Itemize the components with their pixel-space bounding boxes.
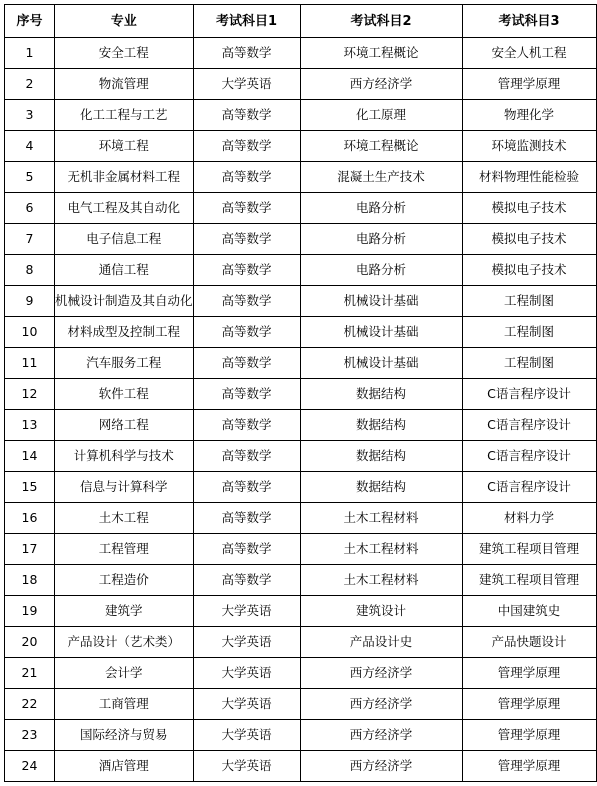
cell-subject-2: 西方经济学 bbox=[300, 751, 462, 782]
cell-major: 工商管理 bbox=[55, 689, 194, 720]
cell-major: 电子信息工程 bbox=[55, 224, 194, 255]
cell-subject-1: 高等数学 bbox=[193, 534, 300, 565]
cell-subject-3: 管理学原理 bbox=[462, 689, 596, 720]
cell-subject-1: 高等数学 bbox=[193, 162, 300, 193]
cell-subject-3: 建筑工程项目管理 bbox=[462, 534, 596, 565]
cell-index: 2 bbox=[5, 69, 55, 100]
cell-subject-3: 模拟电子技术 bbox=[462, 224, 596, 255]
table-row bbox=[5, 286, 597, 317]
cell-index: 11 bbox=[5, 348, 55, 379]
table-row bbox=[5, 162, 597, 193]
cell-index: 12 bbox=[5, 379, 55, 410]
cell-index: 4 bbox=[5, 131, 55, 162]
table-row bbox=[5, 193, 597, 224]
cell-subject-3: 工程制图 bbox=[462, 348, 596, 379]
cell-subject-2: 数据结构 bbox=[300, 410, 462, 441]
cell-index: 13 bbox=[5, 410, 55, 441]
table-row bbox=[5, 441, 597, 472]
cell-subject-2: 电路分析 bbox=[300, 193, 462, 224]
cell-major: 安全工程 bbox=[55, 38, 194, 69]
cell-subject-3: 管理学原理 bbox=[462, 720, 596, 751]
cell-subject-1: 高等数学 bbox=[193, 410, 300, 441]
cell-index: 6 bbox=[5, 193, 55, 224]
cell-index: 9 bbox=[5, 286, 55, 317]
cell-subject-2: 机械设计基础 bbox=[300, 317, 462, 348]
cell-subject-2: 西方经济学 bbox=[300, 69, 462, 100]
cell-subject-2: 电路分析 bbox=[300, 224, 462, 255]
cell-major: 酒店管理 bbox=[55, 751, 194, 782]
cell-subject-3: C语言程序设计 bbox=[462, 441, 596, 472]
table-row bbox=[5, 565, 597, 596]
cell-subject-1: 大学英语 bbox=[193, 658, 300, 689]
cell-subject-2: 建筑设计 bbox=[300, 596, 462, 627]
cell-subject-3: 环境监测技术 bbox=[462, 131, 596, 162]
cell-subject-3: 产品快题设计 bbox=[462, 627, 596, 658]
cell-major: 会计学 bbox=[55, 658, 194, 689]
table-row bbox=[5, 131, 597, 162]
cell-subject-1: 高等数学 bbox=[193, 441, 300, 472]
cell-subject-1: 高等数学 bbox=[193, 38, 300, 69]
table-row bbox=[5, 255, 597, 286]
cell-subject-1: 高等数学 bbox=[193, 224, 300, 255]
cell-subject-3: C语言程序设计 bbox=[462, 472, 596, 503]
cell-subject-3: 工程制图 bbox=[462, 317, 596, 348]
cell-subject-3: 工程制图 bbox=[462, 286, 596, 317]
cell-subject-3: 物理化学 bbox=[462, 100, 596, 131]
cell-subject-3: 管理学原理 bbox=[462, 751, 596, 782]
cell-subject-3: 管理学原理 bbox=[462, 658, 596, 689]
cell-index: 23 bbox=[5, 720, 55, 751]
table-row bbox=[5, 69, 597, 100]
cell-subject-2: 西方经济学 bbox=[300, 658, 462, 689]
table-row bbox=[5, 379, 597, 410]
cell-subject-3: 材料物理性能检验 bbox=[462, 162, 596, 193]
cell-index: 18 bbox=[5, 565, 55, 596]
cell-major: 国际经济与贸易 bbox=[55, 720, 194, 751]
cell-index: 1 bbox=[5, 38, 55, 69]
cell-subject-1: 大学英语 bbox=[193, 689, 300, 720]
cell-subject-2: 产品设计史 bbox=[300, 627, 462, 658]
cell-major: 工程管理 bbox=[55, 534, 194, 565]
cell-subject-3: 模拟电子技术 bbox=[462, 255, 596, 286]
cell-subject-1: 大学英语 bbox=[193, 596, 300, 627]
cell-major: 物流管理 bbox=[55, 69, 194, 100]
cell-subject-1: 高等数学 bbox=[193, 472, 300, 503]
table-body bbox=[5, 38, 597, 782]
cell-subject-3: 模拟电子技术 bbox=[462, 193, 596, 224]
table-row bbox=[5, 534, 597, 565]
table-row bbox=[5, 751, 597, 782]
table-container bbox=[4, 4, 597, 782]
cell-subject-1: 高等数学 bbox=[193, 503, 300, 534]
cell-subject-2: 环境工程概论 bbox=[300, 131, 462, 162]
cell-subject-3: C语言程序设计 bbox=[462, 410, 596, 441]
table-row bbox=[5, 224, 597, 255]
cell-major: 工程造价 bbox=[55, 565, 194, 596]
cell-subject-2: 土木工程材料 bbox=[300, 565, 462, 596]
cell-index: 20 bbox=[5, 627, 55, 658]
table-row bbox=[5, 472, 597, 503]
cell-index: 19 bbox=[5, 596, 55, 627]
cell-major: 计算机科学与技术 bbox=[55, 441, 194, 472]
cell-subject-2: 西方经济学 bbox=[300, 720, 462, 751]
cell-major: 无机非金属材料工程 bbox=[55, 162, 194, 193]
cell-subject-3: 安全人机工程 bbox=[462, 38, 596, 69]
table-row bbox=[5, 38, 597, 69]
cell-index: 21 bbox=[5, 658, 55, 689]
cell-index: 24 bbox=[5, 751, 55, 782]
cell-subject-3: 材料力学 bbox=[462, 503, 596, 534]
cell-major: 化工工程与工艺 bbox=[55, 100, 194, 131]
cell-index: 16 bbox=[5, 503, 55, 534]
cell-index: 7 bbox=[5, 224, 55, 255]
cell-major: 机械设计制造及其自动化 bbox=[55, 286, 194, 317]
cell-subject-1: 大学英语 bbox=[193, 69, 300, 100]
cell-major: 土木工程 bbox=[55, 503, 194, 534]
exam-subjects-table bbox=[4, 4, 597, 782]
cell-major: 网络工程 bbox=[55, 410, 194, 441]
table-row bbox=[5, 658, 597, 689]
table-row bbox=[5, 317, 597, 348]
cell-subject-3: 中国建筑史 bbox=[462, 596, 596, 627]
cell-major: 电气工程及其自动化 bbox=[55, 193, 194, 224]
table-row bbox=[5, 410, 597, 441]
cell-subject-2: 化工原理 bbox=[300, 100, 462, 131]
table-header-row bbox=[5, 5, 597, 38]
cell-subject-1: 高等数学 bbox=[193, 100, 300, 131]
cell-subject-1: 大学英语 bbox=[193, 751, 300, 782]
cell-subject-3: 建筑工程项目管理 bbox=[462, 565, 596, 596]
cell-subject-1: 高等数学 bbox=[193, 317, 300, 348]
header-index: 序号 bbox=[5, 5, 55, 38]
cell-index: 22 bbox=[5, 689, 55, 720]
cell-major: 通信工程 bbox=[55, 255, 194, 286]
cell-subject-1: 高等数学 bbox=[193, 286, 300, 317]
cell-index: 15 bbox=[5, 472, 55, 503]
header-subject-2: 考试科目2 bbox=[300, 5, 462, 38]
cell-subject-3: 管理学原理 bbox=[462, 69, 596, 100]
cell-major: 环境工程 bbox=[55, 131, 194, 162]
cell-index: 14 bbox=[5, 441, 55, 472]
cell-subject-1: 高等数学 bbox=[193, 379, 300, 410]
cell-subject-2: 西方经济学 bbox=[300, 689, 462, 720]
cell-subject-1: 大学英语 bbox=[193, 627, 300, 658]
table-row bbox=[5, 627, 597, 658]
cell-subject-3: C语言程序设计 bbox=[462, 379, 596, 410]
cell-subject-2: 机械设计基础 bbox=[300, 286, 462, 317]
cell-subject-1: 高等数学 bbox=[193, 348, 300, 379]
cell-subject-2: 电路分析 bbox=[300, 255, 462, 286]
table-row bbox=[5, 596, 597, 627]
cell-subject-1: 大学英语 bbox=[193, 720, 300, 751]
cell-subject-1: 高等数学 bbox=[193, 565, 300, 596]
cell-major: 材料成型及控制工程 bbox=[55, 317, 194, 348]
cell-subject-1: 高等数学 bbox=[193, 255, 300, 286]
cell-subject-2: 土木工程材料 bbox=[300, 503, 462, 534]
cell-index: 10 bbox=[5, 317, 55, 348]
cell-subject-1: 高等数学 bbox=[193, 193, 300, 224]
header-subject-3: 考试科目3 bbox=[462, 5, 596, 38]
header-subject-1: 考试科目1 bbox=[193, 5, 300, 38]
cell-subject-2: 混凝土生产技术 bbox=[300, 162, 462, 193]
table-row bbox=[5, 100, 597, 131]
cell-major: 信息与计算科学 bbox=[55, 472, 194, 503]
cell-subject-2: 土木工程材料 bbox=[300, 534, 462, 565]
cell-major: 汽车服务工程 bbox=[55, 348, 194, 379]
cell-subject-2: 数据结构 bbox=[300, 472, 462, 503]
cell-subject-2: 数据结构 bbox=[300, 441, 462, 472]
header-major: 专业 bbox=[55, 5, 194, 38]
cell-major: 产品设计（艺术类） bbox=[55, 627, 194, 658]
cell-subject-2: 机械设计基础 bbox=[300, 348, 462, 379]
table-row bbox=[5, 689, 597, 720]
cell-index: 5 bbox=[5, 162, 55, 193]
cell-index: 3 bbox=[5, 100, 55, 131]
table-row bbox=[5, 720, 597, 751]
cell-major: 软件工程 bbox=[55, 379, 194, 410]
cell-subject-2: 环境工程概论 bbox=[300, 38, 462, 69]
table-row bbox=[5, 348, 597, 379]
cell-major: 建筑学 bbox=[55, 596, 194, 627]
table-row bbox=[5, 503, 597, 534]
cell-index: 17 bbox=[5, 534, 55, 565]
cell-subject-2: 数据结构 bbox=[300, 379, 462, 410]
cell-subject-1: 高等数学 bbox=[193, 131, 300, 162]
cell-index: 8 bbox=[5, 255, 55, 286]
